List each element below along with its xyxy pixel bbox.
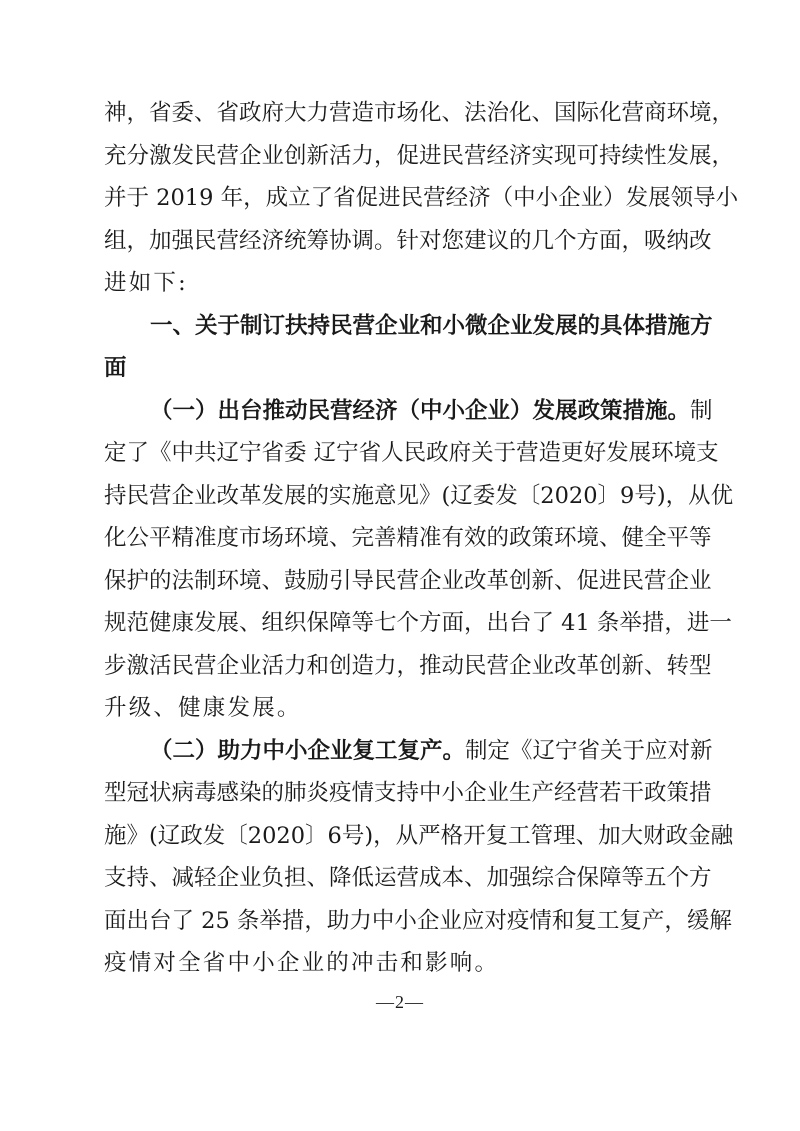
page-number: —2— bbox=[376, 992, 424, 1012]
text-line: 充分激发民营企业创新活力，促进民营经济实现可持续性发展， bbox=[104, 142, 735, 169]
text-line: 化公平精准度市场环境、完善精准有效的政策环境、健全平等 bbox=[104, 525, 712, 551]
text-line bbox=[104, 730, 713, 773]
text-line: 神，省委、省政府大力营造市场化、法治化、国际化营商环境， bbox=[104, 100, 735, 126]
text-line: 型冠状病毒感染的肺炎疫情支持中小企业生产经营若干政策措 bbox=[104, 780, 712, 806]
text-line: 进如下: bbox=[104, 270, 188, 296]
text-line: 支持、减轻企业负担、降低运营成本、加强综合保障等五个方 bbox=[104, 865, 712, 891]
heading-line: 面 bbox=[104, 355, 129, 381]
subsection-2 bbox=[104, 730, 734, 985]
document-body bbox=[104, 92, 739, 985]
section-heading bbox=[104, 305, 713, 390]
subsection-1 bbox=[104, 390, 734, 730]
text-line: 组，加强民营经济统筹协调。针对您建议的几个方面，吸纳改 bbox=[104, 227, 712, 254]
text-line: 定了《中共辽宁省委 辽宁省人民政府关于营造更好发展环境支 bbox=[104, 440, 719, 466]
text-line: 规范健康发展、组织保障等七个方面，出台了 41 条举措，进一 bbox=[104, 610, 732, 636]
text-line: 持民营企业改革发展的实施意见》(辽委发〔2020〕9号)，从优 bbox=[104, 482, 734, 509]
text-line: 疫情对全省中小企业的冲击和影响。 bbox=[104, 950, 500, 976]
text-line bbox=[104, 390, 713, 433]
heading-line: 一、关于制订扶持民营企业和小微企业发展的具体措施方 bbox=[150, 312, 713, 339]
subsection-title: （二）助力中小企业复工复产。 bbox=[150, 737, 466, 764]
text-line: 步激活民营企业活力和创造力，推动民营企业改革创新、转型 bbox=[104, 652, 712, 679]
paragraph-continuation bbox=[104, 92, 739, 305]
text-run: 制定《辽宁省关于应对新 bbox=[465, 737, 713, 764]
text-line: 并于 2019 年，成立了省促进民营经济（中小企业）发展领导小 bbox=[104, 185, 739, 211]
subsection-title: （一）出台推动民营经济（中小企业）发展政策措施。 bbox=[150, 397, 691, 424]
text-run: 制 bbox=[690, 397, 713, 424]
text-line: 施》(辽政发〔2020〕6号)，从严格开复工管理、加大财政金融 bbox=[104, 822, 734, 849]
text-line: 保护的法制环境、鼓励引导民营企业改革创新、促进民营企业 bbox=[104, 567, 712, 594]
text-line: 升级、健康发展。 bbox=[104, 695, 302, 721]
text-line: 面出台了 25 条举措，助力中小企业应对疫情和复工复产，缓解 bbox=[104, 907, 732, 934]
